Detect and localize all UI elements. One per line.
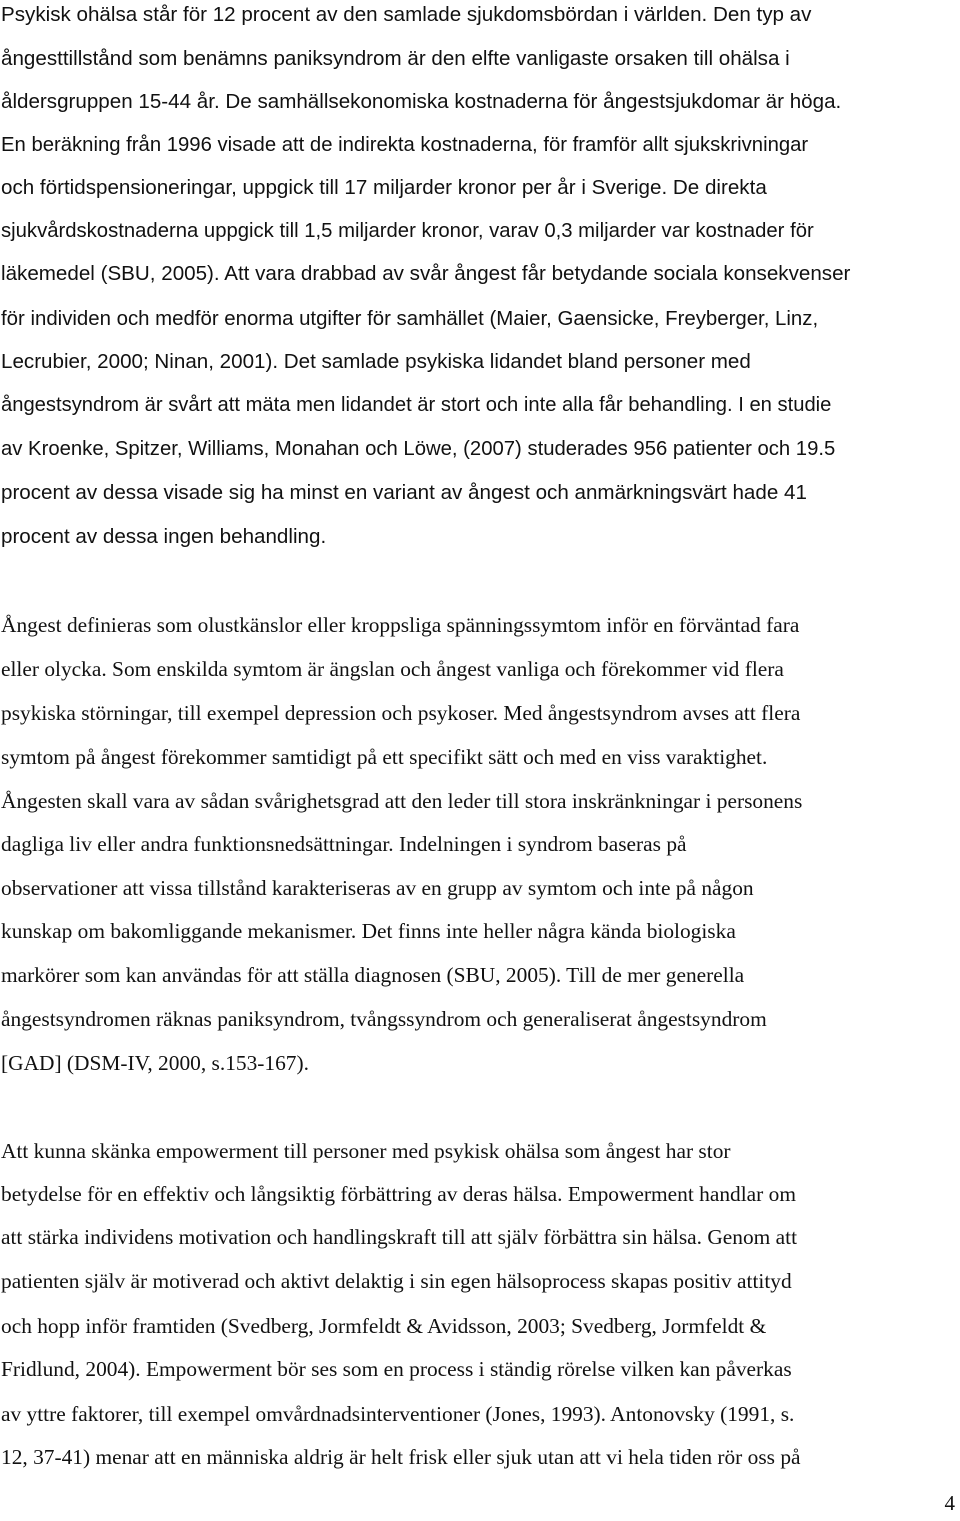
text-line: eller olycka. Som enskilda symtom är ängslan och ångest vanliga och förekommer vid flera	[1, 657, 784, 681]
text-line: symtom på ångest förekommer samtidigt på ett specifikt sätt och med en viss varaktighet.	[1, 745, 768, 769]
page-number: 4	[944, 1491, 955, 1515]
text-line: ångestsyndrom är svårt att mäta men lidandet är stort och inte alla får behandling. I en studie	[1, 394, 832, 416]
text-line: Ångesten skall vara av sådan svårighetsgrad att den leder till stora inskränkningar i personens	[1, 789, 803, 813]
text-line: Psykisk ohälsa står för 12 procent av den samlade sjukdomsbördan i världen. Den typ av	[1, 3, 812, 26]
text-line: [GAD] (DSM-IV, 2000, s.153-167).	[1, 1051, 309, 1075]
text-line: och hopp inför framtiden (Svedberg, Jormfeldt & Avidsson, 2003; Svedberg, Jormfeldt &	[1, 1314, 767, 1338]
text-line: dagliga liv eller andra funktionsnedsättningar. Indelningen i syndrom baseras på	[1, 832, 687, 856]
text-line: markörer som kan användas för att ställa diagnosen (SBU, 2005). Till de mer generella	[1, 963, 745, 987]
text-line: och förtidspensioneringar, uppgick till 17 miljarder kronor per år i Sverige. De direkta	[1, 176, 767, 199]
text-line: av yttre faktorer, till exempel omvårdnadsinterventioner (Jones, 1993). Antonovsky (1991, s.	[1, 1402, 795, 1426]
text-line: Ångest definieras som olustkänslor eller kroppsliga spänningssymtom inför en förväntad fara	[1, 613, 800, 637]
text-line: kunskap om bakomliggande mekanismer. Det finns inte heller några kända biologiska	[1, 919, 736, 943]
text-line: för individen och medför enorma utgifter för samhället (Maier, Gaensicke, Freyberger, Linz,	[1, 308, 819, 330]
text-line: procent av dessa visade sig ha minst en variant av ångest och anmärkningsvärt hade 41	[1, 481, 807, 504]
text-line: En beräkning från 1996 visade att de indirekta kostnaderna, för framför allt sjukskrivningar	[1, 134, 809, 156]
text-line: Att kunna skänka empowerment till personer med psykisk ohälsa som ångest har stor	[1, 1139, 731, 1163]
text-line: av Kroenke, Spitzer, Williams, Monahan och Löwe, (2007) studerades 956 patienter och 19.5	[1, 438, 836, 460]
text-line: sjukvårdskostnaderna uppgick till 1,5 miljarder kronor, varav 0,3 miljarder var kostnader för	[1, 220, 814, 242]
text-line: läkemedel (SBU, 2005). Att vara drabbad av svår ångest får betydande sociala konsekvenser	[1, 262, 851, 285]
text-line: 12, 37-41) menar att en människa aldrig är helt frisk eller sjuk utan att vi hela tiden rör oss på	[1, 1445, 801, 1469]
text-line: psykiska störningar, till exempel depression och psykoser. Med ångestsyndrom avses att flera	[1, 701, 801, 725]
text-line: betydelse för en effektiv och långsiktig förbättring av deras hälsa. Empowerment handlar om	[1, 1182, 796, 1206]
text-line: observationer att vissa tillstånd karakteriseras av en grupp av symtom och inte på någon	[1, 876, 754, 900]
text-line: Fridlund, 2004). Empowerment bör ses som en process i ständig rörelse vilken kan påverkas	[1, 1357, 792, 1381]
text-line: ångesttillstånd som benämns paniksyndrom är den elfte vanligaste orsaken till ohälsa i	[1, 47, 790, 70]
text-line: ångestsyndromen räknas paniksyndrom, tvångssyndrom och generaliserat ångestsyndrom	[1, 1007, 767, 1031]
text-line: procent av dessa ingen behandling.	[1, 525, 327, 548]
text-line: att stärka individens motivation och handlingskraft till att själv förbättra sin hälsa. Genom att	[1, 1225, 798, 1249]
text-line: åldersgruppen 15-44 år. De samhällsekonomiska kostnaderna för ångestsjukdomar är höga.	[1, 90, 842, 113]
text-line: Lecrubier, 2000; Ninan, 2001). Det samlade psykiska lidandet bland personer med	[1, 350, 751, 373]
text-line: patienten själv är motiverad och aktivt delaktig i sin egen hälsoprocess skapas positiv attityd	[1, 1269, 792, 1293]
